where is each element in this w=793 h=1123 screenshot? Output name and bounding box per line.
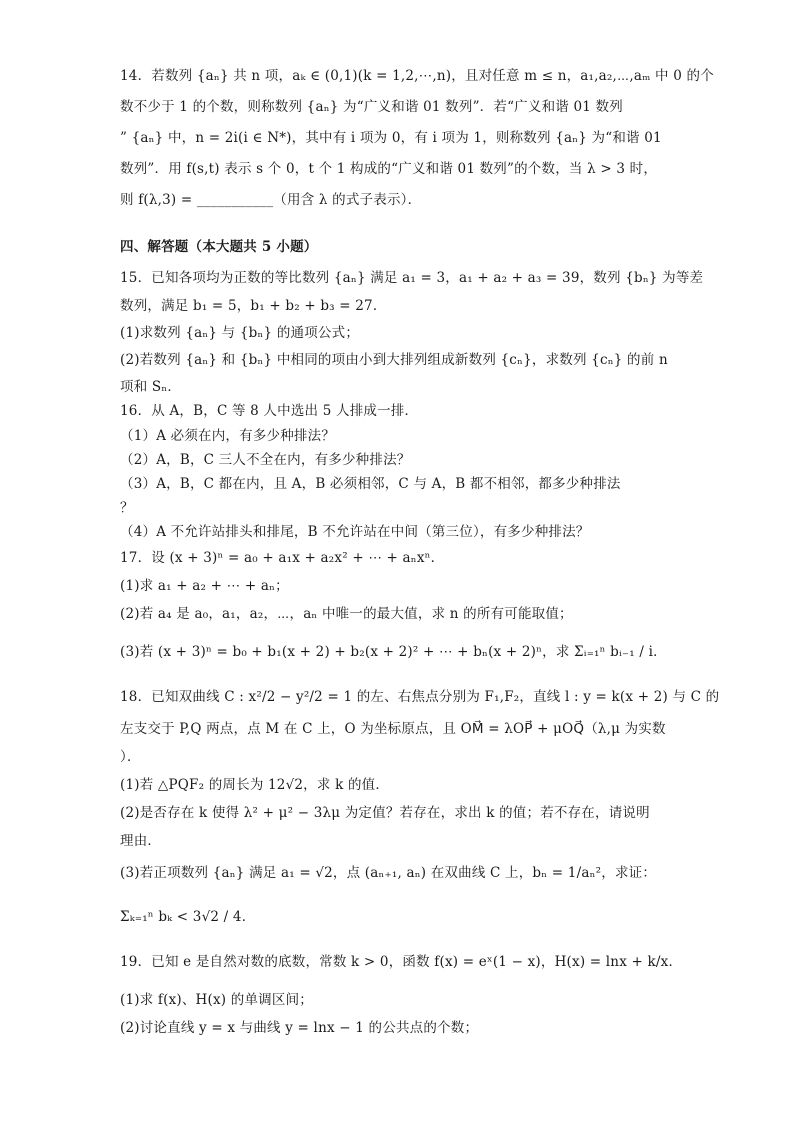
q18-text-line-3: ）．	[120, 749, 141, 765]
q18-part-3: (3)若正项数列 {aₙ} 满足 a₁ = √2，点 (aₙ₊₁, aₙ) 在双曲线 C 上，bₙ = 1/aₙ²，求证：	[120, 865, 657, 881]
q19-text-line-1: 19．已知 e 是自然对数的底数，常数 k > 0，函数 f(x) = eˣ(1 − x)，H(x) = lnx + k/x．	[120, 954, 683, 970]
q14-text-line-3: ” {aₙ} 中，n = 2i(i ∈ N*)，其中有 i 项为 0，有 i 项为 1，则称数列 {aₙ} 为“和谐 01	[120, 130, 662, 146]
q15-text-line-2: 数列，满足 b₁ = 5，b₁ + b₂ + b₃ = 27．	[120, 298, 387, 314]
q14-text-line-5: 则 f(λ,3) = ___________（用含 λ 的式子表示）．	[120, 192, 422, 208]
q17-part-3: (3)若 (x + 3)ⁿ = b₀ + b₁(x + 2) + b₂(x + 2)² + ⋯ + bₙ(x + 2)ⁿ，求 Σᵢ₌₁ⁿ bᵢ₋₁ / i．	[120, 644, 667, 660]
q14-text-line-2: 数不少于 1 的个数，则称数列 {aₙ} 为“广义和谐 01 数列”．若“广义和谐 01 数列	[120, 99, 623, 115]
q18-text-line-1: 18．已知双曲线 C : x²/2 − y²/2 = 1 的左、右焦点分别为 F₁,F₂，直线 l : y = k(x + 2) 与 C 的	[120, 689, 720, 705]
q19-part-1: (1)求 f(x)、H(x) 的单调区间；	[120, 992, 313, 1008]
q19-part-2: (2)讨论直线 y = x 与曲线 y = lnx − 1 的公共点的个数；	[120, 1020, 479, 1036]
q15-part-1: (1)求数列 {aₙ} 与 {bₙ} 的通项公式；	[120, 325, 360, 341]
q16-part-3-cont: ？	[120, 500, 134, 516]
q15-part-2-cont: 项和 Sₙ．	[120, 379, 182, 395]
q16-text-line-1: 16．从 A，B，C 等 8 人中选出 5 人排成一排．	[120, 403, 419, 419]
q17-text-line-1: 17．设 (x + 3)ⁿ = a₀ + a₁x + a₂x² + ⋯ + aₙxⁿ．	[120, 550, 445, 566]
q17-part-2: (2)若 a₄ 是 a₀，a₁，a₂，⋯，aₙ 中唯一的最大值，求 n 的所有可能取值；	[120, 606, 573, 622]
q18-part-2-cont: 理由．	[120, 833, 162, 849]
q16-part-3: （3）A，B，C 都在内，且 A，B 必须相邻，C 与 A，B 都不相邻，都多少种排法	[120, 476, 621, 492]
q14-text-line-1: 14．若数列 {aₙ} 共 n 项，aₖ ∈ (0,1)(k = 1,2,⋯,n)，且对任意 m ≤ n，a₁,a₂,⋯,aₘ 中 0 的个	[120, 68, 714, 84]
q16-part-4: （4）A 不允许站排头和排尾，B 不允许站在中间（第三位），有多少种排法？	[120, 524, 590, 540]
q15-text-line-1: 15．已知各项均为正数的等比数列 {aₙ} 满足 a₁ = 3，a₁ + a₂ + a₃ = 39，数列 {bₙ} 为等差	[120, 270, 704, 286]
q18-part-3-inequality: Σₖ₌₁ⁿ bₖ < 3√2 / 4．	[120, 909, 256, 925]
q14-text-line-4: 数列”．用 f(s,t) 表示 s 个 0，t 个 1 构成的“广义和谐 01 数列”的个数，当 λ > 3 时，	[120, 161, 658, 177]
q15-part-2: (2)若数列 {aₙ} 和 {bₙ} 中相同的项由小到大排列组成新数列 {cₙ}，求数列 {cₙ} 的前 n	[120, 352, 668, 368]
q17-part-1: (1)求 a₁ + a₂ + ⋯ + aₙ；	[120, 578, 289, 594]
q18-part-2: (2)是否存在 k 使得 λ² + μ² − 3λμ 为定值？若存在，求出 k 的值；若不存在，请说明	[120, 805, 650, 821]
q18-part-1: (1)若 △PQF₂ 的周长为 12√2，求 k 的值．	[120, 777, 390, 793]
q18-text-line-2: 左支交于 P,Q 两点，点 M 在 C 上，O 为坐标原点，且 OM⃗ = λOP⃗ + μOQ⃗（λ,μ 为实数	[120, 721, 666, 737]
q16-part-1: （1）A 必须在内，有多少种排法？	[120, 428, 336, 444]
q16-part-2: （2）A，B，C 三人不全在内，有多少种排法？	[120, 452, 411, 468]
section-heading: 四、解答题（本大题共 5 小题）	[120, 239, 318, 255]
